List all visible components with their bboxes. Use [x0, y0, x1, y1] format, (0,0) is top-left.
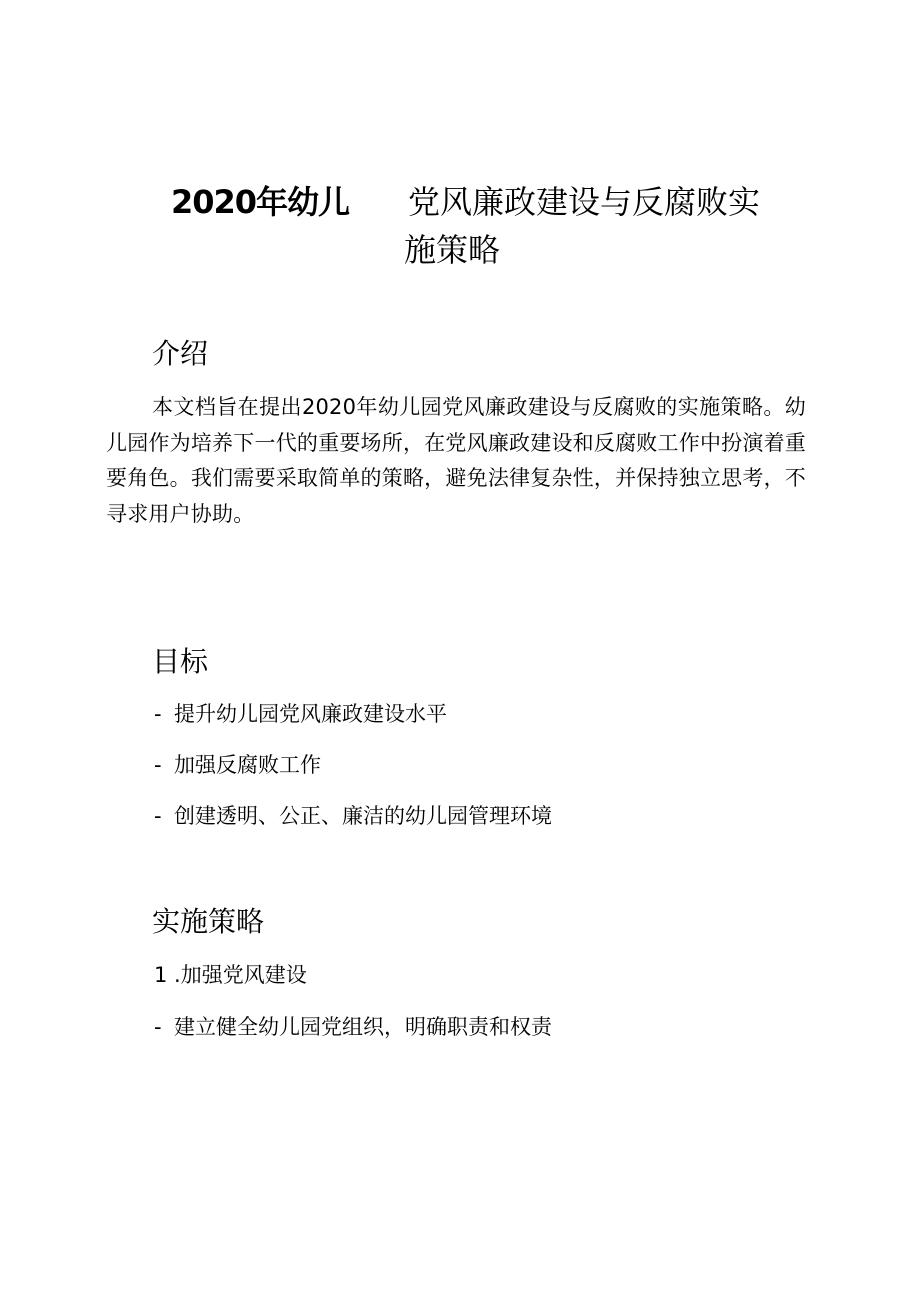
- strategy-item: [154, 1012, 552, 1042]
- strategy-heading: 实施策略: [152, 905, 265, 938]
- intro-paragraph: 本文档旨在提出2020年幼儿园党风廉政建设与反腐败的实施策略。幼儿园作为培养下一代的重要场所，在党风廉政建设和反腐败工作中扮演着重要角色。我们需要采取简单的策略，避免法律复杂性，并保持独立思考，不寻求用户协助。: [106, 395, 806, 526]
- goal-item-text: 加强反腐败工作: [174, 753, 321, 777]
- goal-item-text: 提升幼儿园党风廉政建设水平: [174, 702, 447, 726]
- intro-heading: 介绍: [152, 337, 209, 370]
- goals-heading: 目标: [152, 645, 209, 678]
- title-part-2: 党风廉政建设与反腐败实: [408, 183, 761, 221]
- goal-item-text: 创建透明、公正、廉洁的幼儿园管理环境: [174, 804, 552, 828]
- goal-item: [154, 801, 552, 831]
- list-dash: -: [154, 702, 162, 726]
- list-dash: -: [154, 804, 162, 828]
- goal-item: [154, 699, 447, 729]
- title-part-1: 2020年幼儿: [171, 183, 350, 221]
- goal-item: [154, 750, 321, 780]
- strategy-item-text: 建立健全幼儿园党组织，明确职责和权责: [174, 1015, 552, 1039]
- title-line-2: 施策略: [404, 231, 501, 269]
- list-dash: -: [154, 1015, 162, 1039]
- list-dash: -: [154, 753, 162, 777]
- strategy-subheading: 1 .加强党风建设: [154, 963, 307, 987]
